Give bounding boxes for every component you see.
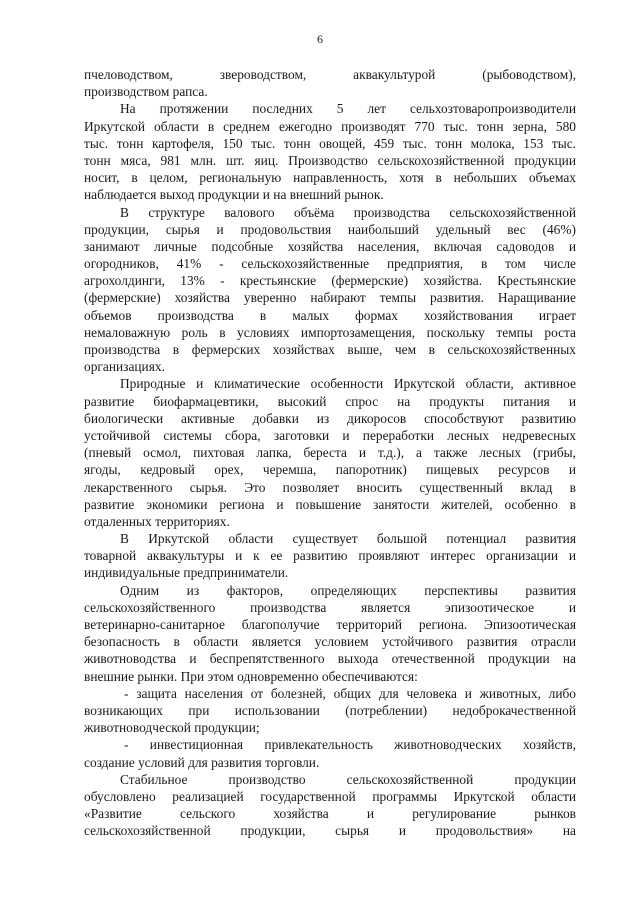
- text-line: На протяжении последних 5 лет сельхозтоваропроизводители: [120, 101, 576, 117]
- text-line: Стабильное производство сельскохозяйственной продукции: [120, 771, 576, 787]
- text-line: развитие экономики региона и повышение занятости жителей, особенно в: [84, 496, 576, 512]
- text-line: «Развитие сельского хозяйства и регулирование рынков: [84, 806, 576, 822]
- text-line: внешние рынки. При этом одновременно обеспечиваются:: [84, 668, 418, 684]
- text-line: обусловлено реализацией государственной программы Иркутской области: [84, 788, 576, 804]
- text-line: - защита населения от болезней, общих для человека и животных, либо: [124, 685, 576, 701]
- text-line: производством рапса.: [84, 84, 208, 100]
- text-line: носит, в целом, региональную направленность, хотя в небольших объемах: [84, 170, 576, 186]
- text-line: Иркутской области в среднем ежегодно производят 770 тыс. тонн зерна, 580: [84, 118, 576, 134]
- page-number: 6: [317, 32, 323, 46]
- text-line: (пневый осмол, пихтовая лапка, береста и т.д.), а также лесных (грибы,: [84, 445, 576, 461]
- text-line: (фермерские) хозяйства уверенно набирают темпы развития. Наращивание: [84, 290, 576, 306]
- text-line: животноводства и беспрепятственного выхода отечественной продукции на: [84, 651, 576, 667]
- text-line: производства в фермерских хозяйствах выше, чем в сельскохозяйственных: [84, 342, 576, 357]
- text-line: товарной аквакультуры и к ее развитию проявляют интерес организации и: [84, 548, 576, 564]
- text-line: отдаленных территориях.: [84, 513, 230, 529]
- text-line: продукции, сырья и продовольствия наибольший удельный вес (46%): [84, 221, 576, 237]
- text-line: создание условий для развития торговли.: [84, 754, 320, 770]
- text-line: тыс. тонн картофеля, 150 тыс. тонн овощей, 459 тыс. тонн молока, 153 тыс.: [84, 135, 576, 151]
- text-line: немаловажную роль в условиях импортозамещения, поскольку темпы роста: [84, 324, 576, 340]
- text-line: объемов производства в малых формах хозяйствования играет: [84, 307, 576, 323]
- text-line: тонн мяса, 981 млн. шт. яиц. Производство сельскохозяйственной продукции: [84, 152, 576, 168]
- text-line: организациях.: [84, 359, 165, 375]
- text-line: развитие биофармацевтики, высокий спрос на продукты питания и: [84, 393, 576, 409]
- text-line: устойчивой системы сбора, заготовки и переработки лесных недревесных: [84, 427, 576, 443]
- text-line: возникающих при использовании (потреблении) недоброкачественной: [84, 702, 576, 718]
- text-line: пчеловодством, звероводством, аквакультурой (рыбоводством),: [84, 67, 576, 82]
- text-line: сельскохозяйственного производства является эпизоотическое и: [84, 599, 576, 615]
- text-line: сельскохозяйственной продукции, сырья и продовольствия» на: [84, 823, 576, 839]
- text-line: - инвестиционная привлекательность животноводческих хозяйств,: [124, 737, 576, 753]
- text-line: агрохолдинги, 13% - крестьянские (фермерские) хозяйства. Крестьянские: [84, 273, 576, 289]
- text-line: ягоды, кедровый орех, черемша, папоротник) пищевых ресурсов и: [84, 462, 576, 478]
- text-line: животноводческой продукции;: [84, 720, 260, 736]
- text-line: В Иркутской области существует большой потенциал развития: [120, 531, 576, 547]
- body-text: [84, 66, 576, 839]
- text-line: огородников, 41% - сельскохозяйственные предприятия, в том числе: [84, 256, 576, 272]
- text-line: наблюдается выход продукции и на внешний рынок.: [84, 187, 384, 203]
- text-line: В структуре валового объёма производства сельскохозяйственной: [120, 204, 576, 220]
- text-line: индивидуальные предприниматели.: [84, 565, 289, 581]
- text-line: Природные и климатические особенности Иркутской области, активное: [120, 376, 576, 392]
- text-line: ветеринарно-санитарное благополучие территорий региона. Эпизоотическая: [84, 617, 576, 632]
- text-line: безопасность в области является условием устойчивого развития отрасли: [84, 634, 576, 650]
- text-line: занимают личные подсобные хозяйства населения, включая садоводов и: [84, 238, 576, 254]
- text-line: лекарственного сырья. Это позволяет вносить существенный вклад в: [84, 479, 576, 495]
- text-line: биологически активные добавки из дикоросов способствуют развитию: [84, 410, 576, 426]
- text-line: Одним из факторов, определяющих перспективы развития: [120, 582, 576, 598]
